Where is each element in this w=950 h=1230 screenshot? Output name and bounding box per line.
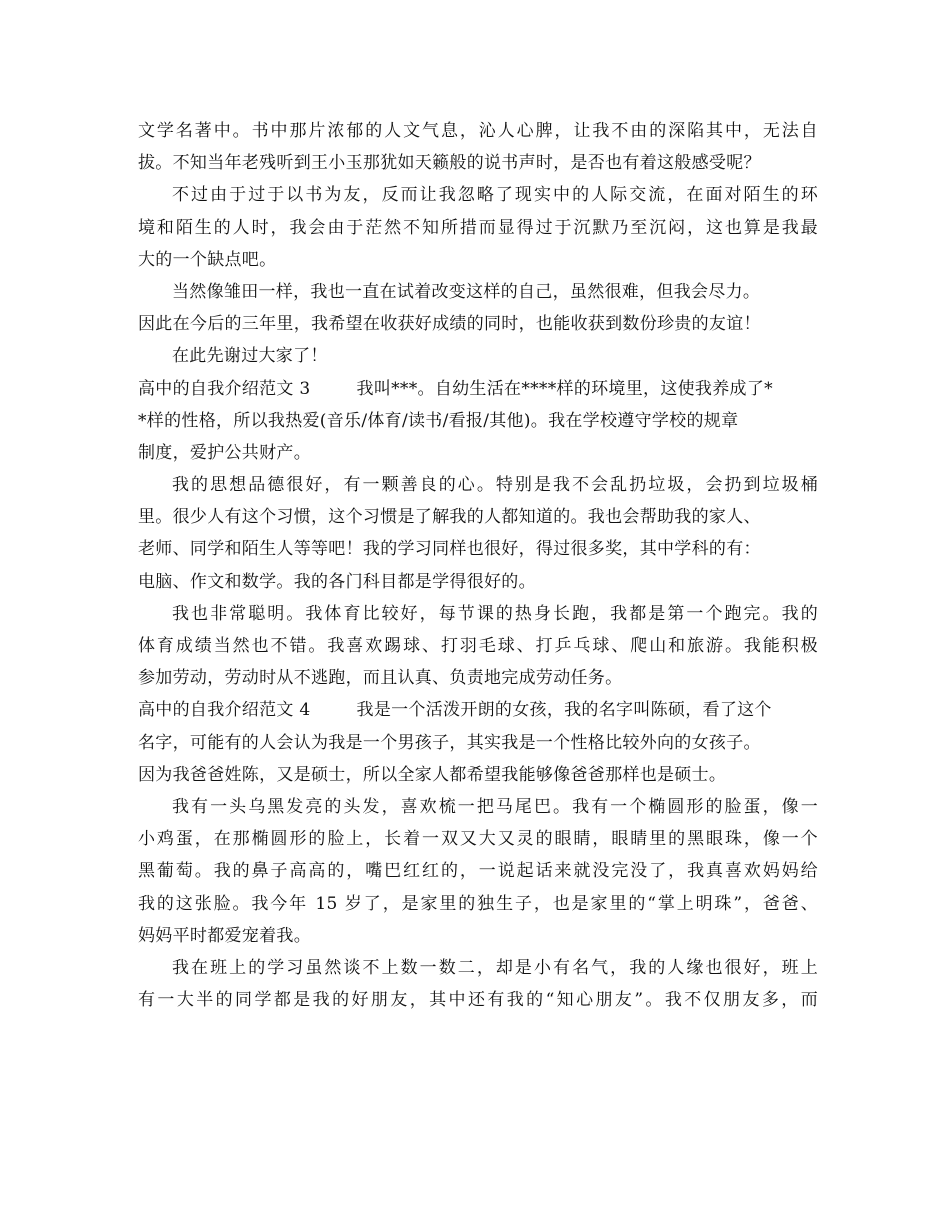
text-line-with-heading [138, 694, 818, 726]
text-line: 我有一头乌黑发亮的头发，喜欢梳一把马尾巴。我有一个椭圆形的脸蛋，像一 [172, 796, 818, 817]
text-line: 我在班上的学习虽然谈不上数一数二，却是小有名气，我的人缘也很好，班上 [172, 957, 818, 978]
section-heading-4: 高中的自我介绍范文 4 [138, 700, 311, 721]
section-heading-3: 高中的自我介绍范文 3 [138, 378, 311, 399]
text-line: 参加劳动，劳动时从不逃跑，而且认真、负责地完成劳动任务。 [138, 668, 623, 689]
text-line: 制度，爱护公共财产。 [138, 442, 311, 463]
text-line: 我的这张脸。我今年 15 岁了，是家里的独生子，也是家里的“掌上明珠”，爸爸、 [138, 893, 818, 914]
text-segment: 我是一个活泼开朗的女孩，我的名字叫陈硕，看了这个 [356, 700, 772, 721]
text-line: 黑葡萄。我的鼻子高高的，嘴巴红红的，一说起话来就没完没了，我真喜欢妈妈给 [138, 861, 818, 882]
text-line: 大的一个缺点吧。 [138, 249, 277, 270]
text-line: 当然像雏田一样，我也一直在试着改变这样的自己，虽然很难，但我会尽力。 [172, 281, 761, 302]
text-line-with-heading [138, 373, 818, 405]
text-line: 老师、同学和陌生人等等吧！我的学习同样也很好，得过很多奖，其中学科的有： [138, 539, 761, 560]
text-line: 因为我爸爸姓陈，又是硕士，所以全家人都希望我能够像爸爸那样也是硕士。 [138, 764, 727, 785]
text-line: 电脑、作文和数学。我的各门科目都是学得很好的。 [138, 571, 536, 592]
text-line: 拔。不知当年老残听到王小玉那犹如天籁般的说书声时，是否也有着这般感受呢？ [138, 153, 761, 174]
document-page [138, 115, 818, 1016]
text-line: 里。很少人有这个习惯，这个习惯是了解我的人都知道的。我也会帮助我的家人、 [138, 507, 761, 528]
text-line: 因此在今后的三年里，我希望在收获好成绩的同时，也能收获到数份珍贵的友谊！ [138, 314, 761, 335]
text-line: 我的思想品德很好，有一颗善良的心。特别是我不会乱扔垃圾，会扔到垃圾桶 [172, 475, 818, 496]
text-line: 我也非常聪明。我体育比较好，每节课的热身长跑，我都是第一个跑完。我的 [172, 603, 818, 624]
text-line: 不过由于过于以书为友，反而让我忽略了现实中的人际交流，在面对陌生的环 [172, 185, 818, 206]
text-line: 境和陌生的人时，我会由于茫然不知所措而显得过于沉默乃至沉闷，这也算是我最 [138, 217, 818, 238]
text-line: 妈妈平时都爱宠着我。 [138, 925, 311, 946]
text-line: 小鸡蛋，在那椭圆形的脸上，长着一双又大又灵的眼睛，眼睛里的黑眼珠，像一个 [138, 829, 818, 850]
text-line: 有一大半的同学都是我的好朋友，其中还有我的“知心朋友”。我不仅朋友多，而 [138, 990, 818, 1011]
text-line: *样的性格，所以我热爱(音乐/体育/读书/看报/其他)。我在学校遵守学校的规章 [138, 410, 739, 431]
text-line: 文学名著中。书中那片浓郁的人文气息，沁人心脾，让我不由的深陷其中，无法自 [138, 121, 818, 141]
text-line: 体育成绩当然也不错。我喜欢踢球、打羽毛球、打乒乓球、爬山和旅游。我能积极 [138, 636, 818, 656]
text-segment: 我叫***。自幼生活在****样的环境里，这使我养成了* [356, 378, 773, 399]
text-line: 在此先谢过大家了！ [172, 346, 328, 367]
text-line: 名字，可能有的人会认为我是一个男孩子，其实我是一个性格比较外向的女孩子。 [138, 732, 761, 753]
